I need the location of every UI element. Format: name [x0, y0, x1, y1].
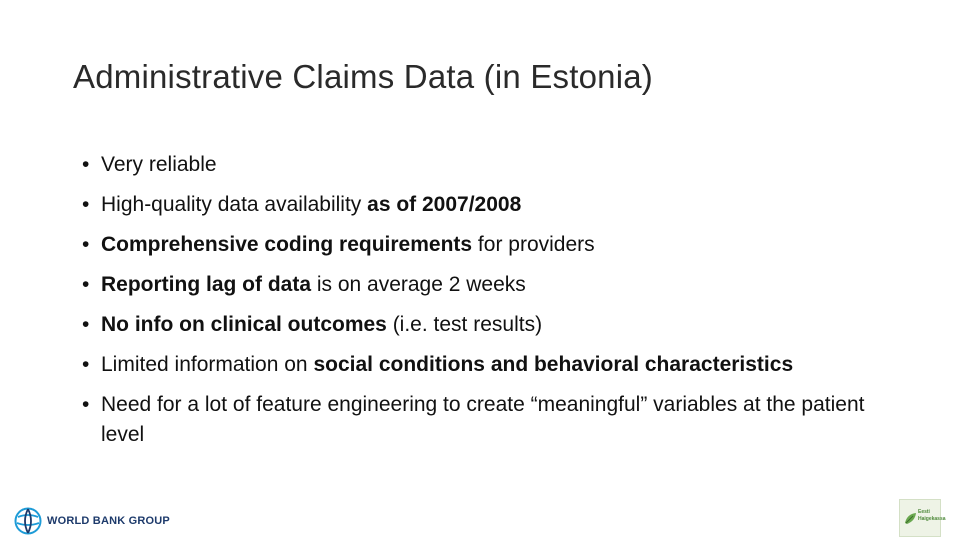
bullet-bold-text: social conditions and behavioral characteristics: [313, 353, 794, 376]
bullet-item: [82, 150, 912, 180]
bullet-dot: •: [82, 273, 90, 296]
bullet-text: [101, 393, 864, 446]
bullet-text: [101, 273, 526, 296]
bullet-dot: •: [82, 233, 90, 256]
bullet-plain-text: Very reliable: [101, 153, 217, 176]
bullet-bold-text: No info on clinical outcomes: [101, 313, 387, 336]
bullet-plain-text: Limited information on: [101, 353, 314, 376]
bullet-plain-text: for providers: [472, 233, 595, 256]
bullet-dot: •: [82, 313, 90, 336]
bullet-dot: •: [82, 153, 90, 176]
bullet-bold-text: Comprehensive coding requirements: [101, 233, 473, 256]
world-bank-group-logo: [14, 506, 170, 536]
bullet-text: [101, 153, 217, 176]
bullet-item: [82, 230, 912, 260]
partner-logo: [899, 499, 946, 537]
bullet-dot: •: [82, 393, 90, 416]
bullet-list: [82, 150, 912, 460]
bullet-plain-text: Need for a lot of feature engineering to create “meaningful” variables at the patient level: [101, 393, 865, 446]
bullet-bold-text: as of 2007/2008: [367, 193, 522, 216]
globe-icon: [14, 507, 42, 535]
leaf-logo-icon: [903, 511, 919, 527]
bullet-item: [82, 310, 912, 340]
bullet-plain-text: High-quality data availability: [101, 193, 368, 216]
partner-logo-text: Eesti Haigekassa: [918, 509, 946, 522]
bullet-text: [101, 313, 542, 336]
bullet-text: [101, 353, 793, 376]
bullet-item: [82, 350, 912, 380]
bullet-item: [82, 190, 912, 220]
bullet-dot: •: [82, 193, 90, 216]
bullet-text: [101, 233, 595, 256]
bullet-dot: •: [82, 353, 90, 376]
bullet-plain-text: is on average 2 weeks: [311, 273, 526, 296]
bullet-bold-text: Reporting lag of data: [101, 273, 311, 296]
slide-title: Administrative Claims Data (in Estonia): [73, 58, 653, 95]
world-bank-group-label: WORLD BANK GROUP: [47, 515, 170, 527]
bullet-item: [82, 270, 912, 300]
bullet-text: [101, 193, 521, 216]
bullet-item: [82, 390, 912, 450]
bullet-plain-text: (i.e. test results): [386, 313, 543, 336]
